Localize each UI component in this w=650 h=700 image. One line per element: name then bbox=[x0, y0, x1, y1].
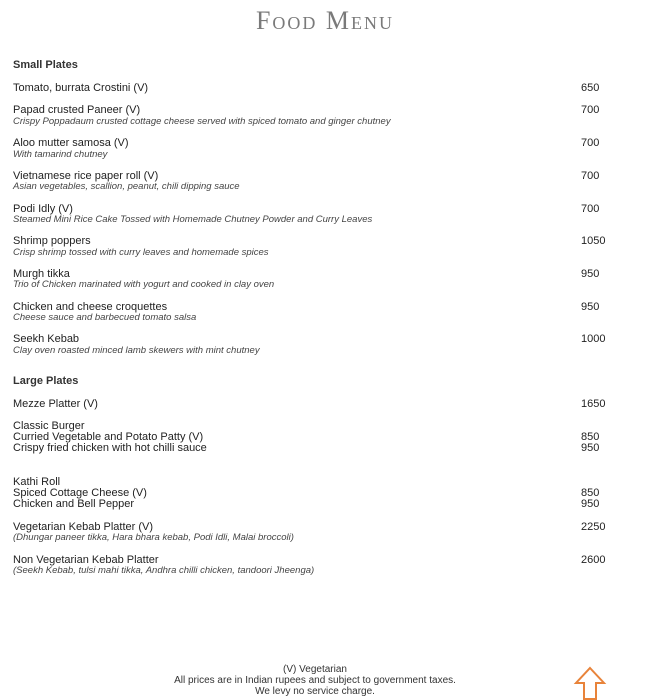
menu-item-price: 650 bbox=[581, 82, 600, 94]
footer-service-note: We levy no service charge. bbox=[255, 686, 375, 697]
menu-title: Food Menu bbox=[255, 6, 395, 35]
menu-item-name: Classic Burger bbox=[13, 420, 85, 432]
menu-item-description: Clay oven roasted minced lamb skewers with mint chutney bbox=[13, 345, 260, 356]
menu-item-price: 950 bbox=[581, 268, 600, 280]
menu-item-option: Spiced Cottage Cheese (V) bbox=[13, 487, 147, 499]
menu-item-description: Crispy Poppadaum crusted cottage cheese served with spiced tomato and ginger chutney bbox=[13, 116, 391, 127]
menu-item-option: Crispy fried chicken with hot chilli sauce bbox=[13, 442, 207, 454]
menu-item-description: Steamed Mini Rice Cake Tossed with Homemade Chutney Powder and Curry Leaves bbox=[13, 214, 373, 225]
menu-item-price: 2600 bbox=[581, 554, 606, 566]
section-heading-small-plates: Small Plates bbox=[13, 59, 78, 71]
menu-item-price: 700 bbox=[581, 104, 600, 116]
menu-item-description: Asian vegetables, scallion, peanut, chili dipping sauce bbox=[13, 181, 240, 192]
menu-item-description: Crisp shrimp tossed with curry leaves and homemade spices bbox=[13, 247, 269, 258]
menu-item-price: 1050 bbox=[581, 235, 606, 247]
menu-item-description: (Dhungar paneer tikka, Hara bhara kebab, Podi Idli, Malai broccoli) bbox=[13, 532, 294, 543]
menu-item-name: Podi Idly (V) bbox=[13, 203, 73, 215]
menu-item-price: 700 bbox=[581, 170, 600, 182]
menu-item-name: Non Vegetarian Kebab Platter bbox=[13, 554, 159, 566]
menu-item-name: Murgh tikka bbox=[13, 268, 70, 280]
menu-item-name: Chicken and cheese croquettes bbox=[13, 301, 168, 313]
menu-item-price: 950 bbox=[581, 301, 600, 313]
menu-item-name: Shrimp poppers bbox=[13, 235, 91, 247]
menu-item-description: Cheese sauce and barbecued tomato salsa bbox=[13, 312, 197, 323]
menu-item-description: Trio of Chicken marinated with yogurt and cooked in clay oven bbox=[13, 279, 275, 290]
menu-item-name: Aloo mutter samosa (V) bbox=[13, 137, 129, 149]
menu-item-name: Papad crusted Paneer (V) bbox=[13, 104, 141, 116]
menu-item-price: 2250 bbox=[581, 521, 606, 533]
menu-item-description: (Seekh Kebab, tulsi mahi tikka, Andhra chilli chicken, tandoori Jheenga) bbox=[13, 565, 315, 576]
menu-item-name: Vietnamese rice paper roll (V) bbox=[13, 170, 159, 182]
menu-item-price: 1650 bbox=[581, 398, 606, 410]
footer-tax-note: All prices are in Indian rupees and subject to government taxes. bbox=[174, 675, 456, 686]
menu-item-price: 850 bbox=[581, 431, 600, 443]
menu-item-price: 850 bbox=[581, 487, 600, 499]
menu-item-option: Chicken and Bell Pepper bbox=[13, 498, 135, 510]
menu-item-description: With tamarind chutney bbox=[13, 149, 108, 160]
menu-item-name: Mezze Platter (V) bbox=[13, 398, 98, 410]
menu-item-price: 700 bbox=[581, 203, 600, 215]
menu-item-price: 700 bbox=[581, 137, 600, 149]
menu-item-option: Curried Vegetable and Potato Patty (V) bbox=[13, 431, 204, 443]
menu-item-name: Vegetarian Kebab Platter (V) bbox=[13, 521, 154, 533]
menu-item-name: Tomato, burrata Crostini (V) bbox=[13, 82, 149, 94]
footer-vegetarian-note: (V) Vegetarian bbox=[283, 664, 347, 675]
menu-item-price: 950 bbox=[581, 442, 600, 454]
menu-item-price: 1000 bbox=[581, 333, 606, 345]
up-arrow-icon[interactable] bbox=[573, 666, 607, 700]
menu-item-price: 950 bbox=[581, 498, 600, 510]
menu-item-name: Kathi Roll bbox=[13, 476, 61, 488]
menu-item-name: Seekh Kebab bbox=[13, 333, 80, 345]
section-heading-large-plates: Large Plates bbox=[13, 375, 79, 387]
